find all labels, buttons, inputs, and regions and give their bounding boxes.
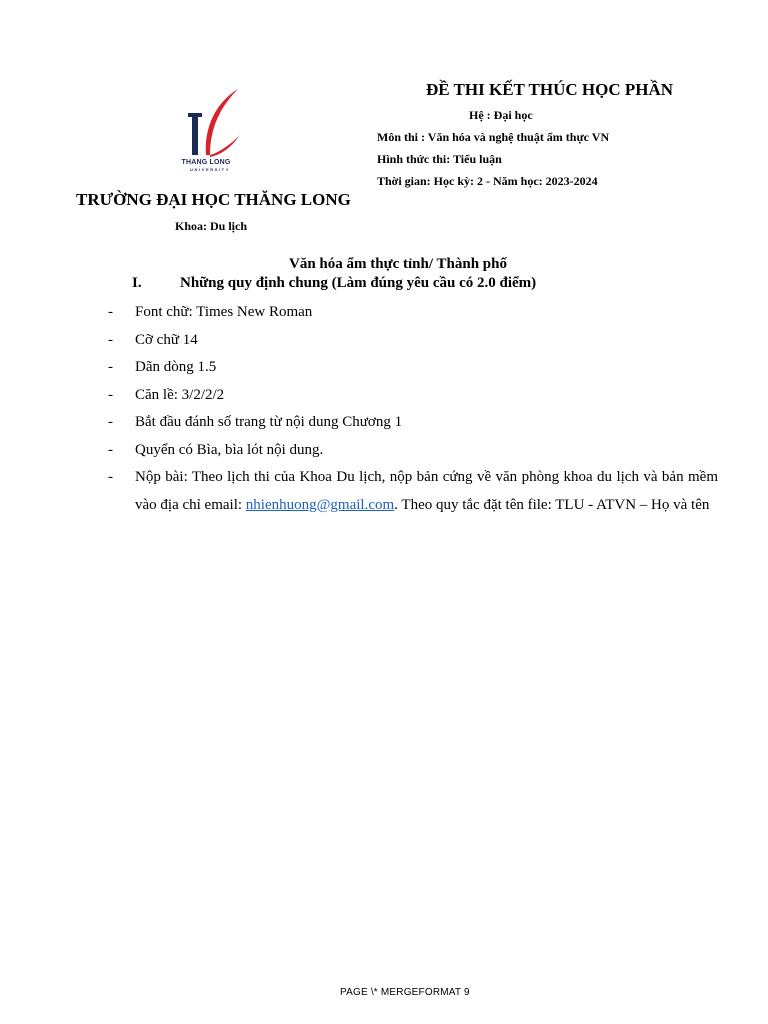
- section-heading: [132, 275, 536, 292]
- education-level: Hệ : Đại học: [469, 108, 533, 122]
- university-logo: [160, 83, 260, 183]
- faculty-label: Khoa: Du lịch: [175, 219, 248, 233]
- list-item: [108, 437, 718, 465]
- submission-text-before: Nộp bài: Theo lịch thi của Khoa Du lịch, nộp bản cứng về văn phòng khoa du lịch và bản mềm vào địa chỉ email:: [135, 469, 718, 513]
- list-item: [108, 409, 718, 437]
- exam-time-line: Thời gian: Học kỳ: 2 - Năm học: 2023-2024: [377, 174, 598, 188]
- list-item: [108, 299, 718, 327]
- rule-text: Quyển có Bìa, bìa lót nội dung.: [135, 441, 324, 458]
- rule-text: Dãn dòng 1.5: [135, 359, 217, 375]
- rules-list: [108, 299, 718, 519]
- exam-format-line: Hình thức thi: Tiểu luận: [377, 152, 502, 166]
- page-footer-field: PAGE \* MERGEFORMAT 9: [340, 987, 470, 998]
- submission-text-after: . Theo quy tắc đặt tên file: TLU - ATVN – Họ và tên: [394, 496, 710, 513]
- exam-title: ĐỀ THI KẾT THÚC HỌC PHẦN: [426, 80, 674, 99]
- logo-text-university: UNIVERSITY: [189, 167, 230, 172]
- bullet-dash: -: [108, 304, 113, 320]
- bullet-dash: -: [108, 386, 113, 403]
- logo-text-name: THANG LONG: [181, 159, 231, 166]
- rule-text: Bắt đầu đánh số trang từ nội dung Chương 1: [135, 414, 403, 430]
- bullet-dash: -: [108, 359, 113, 375]
- list-item: [108, 382, 718, 410]
- bullet-dash: -: [108, 441, 113, 458]
- rule-text: Font chữ: Times New Roman: [135, 304, 313, 320]
- school-name: TRƯỜNG ĐẠI HỌC THĂNG LONG: [76, 190, 351, 209]
- bullet-dash: -: [108, 331, 113, 348]
- section-title: Những quy định chung (Làm đúng yêu cầu có 2.0 điểm): [180, 275, 537, 291]
- list-item: [108, 354, 718, 382]
- bullet-dash: -: [108, 414, 113, 430]
- rule-text: Cỡ chữ 14: [135, 331, 198, 348]
- subject-line: Môn thi : Văn hóa và nghệ thuật ẩm thực VN: [377, 130, 610, 144]
- list-item: [108, 327, 718, 355]
- list-item-submission: [108, 464, 718, 519]
- rule-text: Căn lề: 3/2/2/2: [135, 386, 225, 403]
- email-link[interactable]: nhienhuong@gmail.com: [245, 496, 395, 513]
- essay-topic: Văn hóa ẩm thực tỉnh/ Thành phố: [289, 256, 507, 272]
- section-number: I.: [132, 275, 142, 291]
- bullet-dash: -: [108, 469, 113, 485]
